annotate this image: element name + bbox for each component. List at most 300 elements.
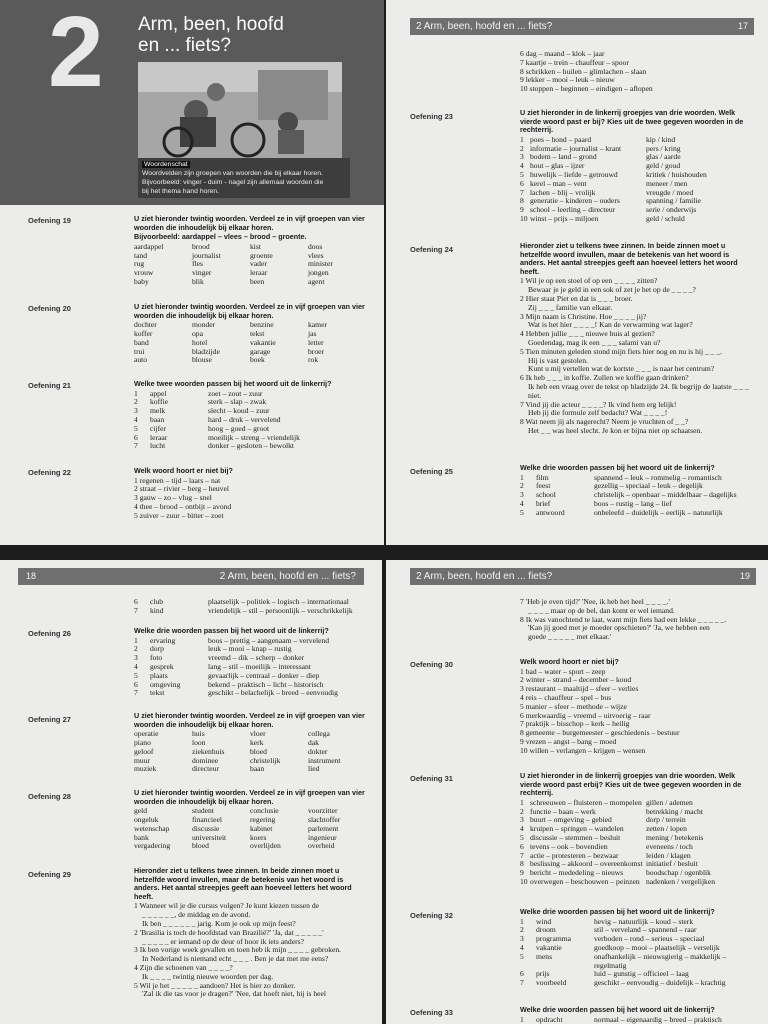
table-cell: gezellig – speciaal – leuk – degelijk bbox=[594, 481, 703, 491]
table-cell: leraar bbox=[150, 432, 168, 442]
list-item: 3 restaurant – maaltijd – sfeer – verlies bbox=[520, 684, 639, 694]
word-cell: operatie bbox=[134, 729, 159, 739]
table-cell: kerel – man – vent bbox=[530, 178, 587, 188]
list-item: _ _ _ _ _ er iemand op de deur of hoor ik iets anders? bbox=[142, 936, 304, 946]
table-row bbox=[520, 215, 752, 224]
table-cell: 3 bbox=[520, 152, 524, 162]
table-cell: lang – stil – moeilijk – interessant bbox=[208, 661, 311, 671]
word-cell: instrument bbox=[308, 755, 341, 765]
table-cell: 3 bbox=[520, 490, 524, 500]
table-cell: nadenken / vergelijken bbox=[646, 876, 716, 886]
table-cell: 5 bbox=[134, 670, 138, 680]
word-table bbox=[520, 799, 752, 887]
exercise-20: U ziet hieronder twintig woorden. Verdeel ze in vijf groepen van vier woorden die inhoudelijk bij elkaar horen. dochter monder benzine kamer koffer opa tekst jas band hotel vakantie letter trui bladzijde garage broer auto blouse boek rok bbox=[134, 302, 365, 365]
exercise-30: Welk woord hoort er niet bij? 1 bad – water – sport – zeep 2 winter – strand – december – koud 3 restaurant – maaltijd – sfeer – verlies 4 reis – chauffeur – spel – bus 5 manier – sfeer – methode – wijze 6 merkwaardig – vreemd – uitvoerig – raar 7 praktijk – bisschop – kerk – heilig 8 gemeente – burgemeester – geschiedenis – bestuur 9 vrezen – angst – bang – moed 10 willen – verlangen – krijgen – wensen bbox=[520, 658, 752, 756]
table-cell: dorp / terrein bbox=[646, 815, 686, 825]
table-cell: cijfer bbox=[150, 423, 167, 433]
list-item: 1 Wil je op een stoel of op een _ _ _ _ zitten? bbox=[520, 276, 658, 286]
exercise-19: U ziet hieronder twintig woorden. Verdeel ze in vijf groepen van vier woorden die inhoudelijk bij elkaar horen. Bijvoorbeeld: aardappel – vlees – brood – groente. aardappel brood kist doos tand journalist groente vlees rug fles vader minister vrouw vinger leraar jongen baby blik been agent bbox=[134, 214, 365, 286]
word-cell: trui bbox=[134, 346, 145, 356]
table-cell: goedkoop – mooi – plaatselijk – verselijk bbox=[594, 942, 720, 952]
table-cell: omgeving bbox=[150, 679, 181, 689]
table-cell: 6 bbox=[520, 969, 524, 979]
list-item: 6 Ik heb _ _ _ in koffie. Zullen we koffie gaan drinken? bbox=[520, 373, 689, 383]
word-cell: dochter bbox=[134, 320, 157, 330]
table-cell: 5 bbox=[520, 507, 524, 517]
list-item: 5 zuiver – zuur – bitter – zoet bbox=[134, 510, 224, 520]
exercise-29-continued bbox=[520, 598, 752, 642]
table-cell: boodschap / ogenblik bbox=[646, 868, 711, 878]
table-cell: verboden – rond – serieus – speciaal bbox=[594, 934, 705, 944]
table-cell: tekst bbox=[150, 688, 165, 698]
word-grid bbox=[134, 243, 366, 287]
table-cell: feest bbox=[536, 481, 551, 491]
word-cell: dokter bbox=[308, 746, 328, 756]
table-cell: 1 bbox=[520, 134, 524, 144]
word-cell: rug bbox=[134, 259, 145, 269]
word-cell: dak bbox=[308, 737, 319, 747]
exercise-label: Oefening 20 bbox=[28, 304, 71, 313]
word-cell: aardappel bbox=[134, 241, 164, 251]
table-cell: bodem – land – grond bbox=[530, 152, 597, 162]
table-cell: 10 bbox=[520, 213, 528, 223]
exercise-label: Oefening 32 bbox=[410, 911, 453, 920]
word-grid bbox=[134, 321, 366, 365]
word-cell: vlees bbox=[308, 250, 324, 260]
word-cell: tekst bbox=[250, 328, 265, 338]
table-cell: antwoord bbox=[536, 507, 565, 517]
page-19 bbox=[386, 560, 768, 1024]
chapter-banner bbox=[0, 0, 384, 205]
word-cell: piano bbox=[134, 737, 151, 747]
table-cell: melk bbox=[150, 406, 166, 416]
table-cell: poes – hond – paard bbox=[530, 134, 592, 144]
exercise-label: Oefening 19 bbox=[28, 216, 71, 225]
list-item: 9 vrezen – angst – bang – moed bbox=[520, 736, 617, 746]
list-item: Hij is vast gestolen. bbox=[528, 355, 588, 365]
table-cell: sterk – slap – zwak bbox=[208, 397, 267, 407]
table-cell: 4 bbox=[520, 498, 524, 508]
word-table bbox=[134, 598, 366, 616]
list-item: 7 praktijk – bisschop – kerk – heilig bbox=[520, 719, 630, 729]
table-cell: overwegen – beschouwen – peinzen bbox=[530, 876, 640, 886]
table-cell: spanning / familie bbox=[646, 196, 701, 206]
list-item: 7 kaartje – trein – chauffeur – spoor bbox=[520, 57, 629, 67]
word-cell: vader bbox=[250, 259, 267, 269]
word-table bbox=[520, 136, 752, 224]
word-cell: leraar bbox=[250, 268, 268, 278]
list-item: 9 lekker – mooi – leuk – nieuw bbox=[520, 75, 615, 85]
table-cell: kip / kind bbox=[646, 134, 676, 144]
table-cell: school bbox=[536, 490, 556, 500]
word-cell: bank bbox=[134, 832, 149, 842]
word-cell: huis bbox=[192, 729, 205, 739]
word-cell: fles bbox=[192, 259, 203, 269]
word-cell: geld bbox=[134, 806, 148, 816]
table-cell: 5 bbox=[520, 951, 524, 961]
table-cell: zetten / lopen bbox=[646, 824, 687, 834]
cyclists-photo-image bbox=[138, 62, 342, 158]
word-cell: student bbox=[192, 806, 214, 816]
list-item: 10 willen – verlangen – krijgen – wensen bbox=[520, 745, 646, 755]
table-cell: 1 bbox=[134, 388, 138, 398]
table-cell: 3 bbox=[520, 934, 524, 944]
table-cell: leiden / klagen bbox=[646, 850, 691, 860]
exercise-33: Welke drie woorden passen bij het woord uit de linkerrij? 1 opdracht normaal – eigenaardig – breed – praktisch bbox=[520, 1006, 752, 1024]
exercise-22: Welk woord hoort er niet bij? 1 regenen – tijd – laars – nat 2 straat – rivier – berg – heuvel 3 gauw – zo – vlug – snel 4 thee – brood – ontbijt – avond 5 zuiver – zuur – bitter – zoet bbox=[134, 467, 366, 521]
table-cell: 5 bbox=[520, 832, 524, 842]
table-cell: serie / onderwijs bbox=[646, 205, 697, 215]
table-cell: vriendelijk – stil – persoonlijk – verschrikkelijk bbox=[208, 605, 353, 615]
list-item: Ik _ _ _ _ twintig nieuwe woorden per dag. bbox=[142, 971, 274, 981]
word-cell: jas bbox=[308, 328, 317, 338]
word-cell: discussie bbox=[192, 823, 220, 833]
word-cell: groente bbox=[250, 250, 273, 260]
table-cell: 1 bbox=[520, 472, 524, 482]
word-cell: koffer bbox=[134, 328, 153, 338]
word-cell: vergadering bbox=[134, 841, 171, 851]
table-cell: 1 bbox=[134, 635, 138, 645]
running-header: 18 2 Arm, been, hoofd en ... fiets? bbox=[18, 568, 364, 585]
item-list bbox=[520, 668, 752, 756]
list-item: 4 reis – chauffeur – spel – bus bbox=[520, 692, 612, 702]
table-cell: 4 bbox=[134, 661, 138, 671]
table-cell: 6 bbox=[134, 432, 138, 442]
table-cell: 2 bbox=[520, 481, 524, 491]
table-cell: droom bbox=[536, 925, 556, 935]
table-cell: 1 bbox=[520, 916, 524, 926]
list-item: 3 gauw – zo – vlug – snel bbox=[134, 493, 212, 503]
word-cell: dominee bbox=[192, 755, 219, 765]
running-header: 2 Arm, been, hoofd en ... fiets? 19 bbox=[410, 568, 756, 585]
table-cell: programma bbox=[536, 934, 572, 944]
table-cell: boos – prettig – aangenaam – vervelend bbox=[208, 635, 330, 645]
exercise-label: Oefening 26 bbox=[28, 629, 71, 638]
word-grid bbox=[134, 807, 366, 851]
table-cell: betrekking / macht bbox=[646, 806, 703, 816]
exercise-label: Oefening 25 bbox=[410, 467, 453, 476]
word-cell: hotel bbox=[192, 337, 208, 347]
list-item: 8 Wat neem jij als nagerecht? Neem je vruchten of _ _? bbox=[520, 417, 689, 427]
table-cell: hoog – goed – groot bbox=[208, 423, 270, 433]
exercise-32: Welke drie woorden passen bij het woord uit de linkerrij? 1 wind hevig – natuurlijk – koud – sterk 2 droom stil – verveland – spannend – raar 3 programma verboden – rond – serieus – speciaal 4 vakantie goedkoop – mooi – plaatselijk – verselijk 5 mens onafhankelijk – nieuwsgierig – makkelijk – regelmatig 6 prijs luid – gunstig – officieel – laag 7 voorbeeld geschikt – eenvoudig – duidelijk – krachtig bbox=[520, 908, 752, 988]
word-cell: opa bbox=[192, 328, 203, 338]
list-item: 5 Tien minuten geleden stond mijn fiets hier nog en nu is hij _ _ _. bbox=[520, 346, 723, 356]
table-cell: leuk – mooi – knap – rustig bbox=[208, 644, 292, 654]
list-item: 10 stoppen – beginnen – eindigen – aflopen bbox=[520, 84, 653, 94]
list-item: Ik heb een vraag over de tekst op bladzijde 24. Ik begrijp de laatste _ _ _ niet. bbox=[528, 381, 749, 400]
table-cell: ervaring bbox=[150, 635, 176, 645]
word-cell: kist bbox=[250, 241, 261, 251]
vocabulary-box-title: Woordenschat bbox=[144, 161, 188, 168]
word-cell: been bbox=[250, 276, 265, 286]
table-cell: hevig – natuurlijk – koud – sterk bbox=[594, 916, 694, 926]
table-cell: 2 bbox=[520, 925, 524, 935]
table-cell: voorbeeld bbox=[536, 978, 567, 988]
word-cell: brood bbox=[192, 241, 210, 251]
word-cell: geloof bbox=[134, 746, 154, 756]
table-cell: school – leerling – directeur bbox=[530, 205, 616, 215]
table-cell: 6 bbox=[520, 178, 524, 188]
table-cell: onafhankelijk – nieuwsgierig – makkelijk – regelmatig bbox=[594, 951, 727, 970]
table-cell: spannend – leuk – rommelig – romantisch bbox=[594, 472, 722, 482]
word-cell: universiteit bbox=[192, 832, 227, 842]
page-17 bbox=[386, 0, 768, 545]
list-item: In Nederland is niemand echt _ _ _ . Ben je dat met me eens? bbox=[142, 954, 329, 964]
word-cell: blik bbox=[192, 276, 204, 286]
list-item: _ _ _ _ maar op de bel, dan komt er wel iemand. bbox=[528, 605, 675, 615]
word-cell: letter bbox=[308, 337, 324, 347]
exercise-label: Oefening 31 bbox=[410, 774, 453, 783]
table-cell: 3 bbox=[134, 653, 138, 663]
word-cell: parlement bbox=[308, 823, 339, 833]
page-16 bbox=[0, 0, 384, 545]
table-cell: 3 bbox=[520, 815, 524, 825]
word-cell: baby bbox=[134, 276, 149, 286]
word-cell: kamer bbox=[308, 320, 327, 330]
word-table bbox=[520, 918, 752, 988]
word-cell: ongeluk bbox=[134, 814, 159, 824]
list-item: 6 dag – maand – klok – jaar bbox=[520, 49, 605, 58]
table-cell: 3 bbox=[134, 406, 138, 416]
table-cell: donker – gesloten – bewolkt bbox=[208, 441, 295, 451]
table-cell: kind bbox=[150, 605, 164, 615]
table-cell: kritiek / huishouden bbox=[646, 169, 707, 179]
list-item: 7 Vind jij die acteur _ _ _ _? Ik vind hem erg lelijk! bbox=[520, 399, 677, 409]
list-item: 4 Zijn die schoenen van _ _ _ _? bbox=[134, 962, 233, 972]
table-cell: vreemd – dik – scherp – donker bbox=[208, 653, 305, 663]
table-cell: hard – druk – vervelend bbox=[208, 414, 281, 424]
word-table bbox=[520, 1016, 752, 1024]
table-cell: geld / goud bbox=[646, 161, 681, 171]
table-cell: plaatselijk – politiek – logisch – internationaal bbox=[208, 597, 349, 606]
table-row bbox=[520, 953, 752, 971]
word-cell: kabinet bbox=[250, 823, 273, 833]
item-list bbox=[520, 277, 752, 435]
page-number: 19 bbox=[739, 571, 750, 581]
table-cell: 9 bbox=[520, 868, 524, 878]
word-cell: tand bbox=[134, 250, 148, 260]
list-item: goede _ _ _ _ _ met elkaar.' bbox=[528, 632, 612, 642]
word-table bbox=[520, 474, 752, 518]
table-cell: 5 bbox=[520, 169, 524, 179]
word-cell: bloed bbox=[192, 841, 209, 851]
list-item: 2 'Brasilia is toch de hoofdstad van Brazilië?' 'Ja, dat _ _ _ _ _' bbox=[134, 927, 324, 937]
chapter-number: 2 bbox=[48, 0, 104, 108]
word-cell: baan bbox=[250, 764, 265, 774]
list-item: Het _ _ was heel slecht. Je kon er bijna niet op schaatsen. bbox=[528, 425, 703, 435]
exercise-label: Oefening 24 bbox=[410, 245, 453, 254]
word-cell: collega bbox=[308, 729, 330, 739]
word-cell: bladzijde bbox=[192, 346, 220, 356]
item-list bbox=[520, 50, 752, 94]
table-cell: plaats bbox=[150, 670, 168, 680]
table-cell: 8 bbox=[520, 196, 524, 206]
list-item: Zij _ _ _ familie van elkaar. bbox=[528, 302, 613, 312]
exercise-27: U ziet hieronder twintig woorden. Verdeel ze in vijf groepen van vier woorden die inhoudelijk bij elkaar horen. operatie huis vloer collega piano loon kerk dak geloof ziekenhuis bloed dokter muur dominee christelijk instrument muziek directeur baan lied bbox=[134, 711, 365, 774]
exercise-label: Oefening 29 bbox=[28, 870, 71, 879]
table-cell: slecht – koud – zuur bbox=[208, 406, 270, 416]
table-row bbox=[520, 509, 752, 518]
page-number: 17 bbox=[737, 21, 748, 31]
word-table bbox=[134, 390, 366, 452]
table-cell: normaal – eigenaardig – breed – praktisch bbox=[594, 1014, 722, 1024]
table-cell: informatie – journalist – krant bbox=[530, 143, 622, 153]
table-cell: beslissing – akkoord – overeenkomst bbox=[530, 859, 643, 869]
word-cell: directeur bbox=[192, 764, 219, 774]
table-cell: luid – gunstig – officieel – laag bbox=[594, 969, 689, 979]
table-cell: moeilijk – streng – vriendelijk bbox=[208, 432, 300, 442]
table-cell: brief bbox=[536, 498, 551, 508]
table-cell: schreeuwen – fluisteren – mompelen bbox=[530, 797, 642, 807]
table-cell: lachen – blij – vrolijk bbox=[530, 187, 596, 197]
table-cell: pers / kring bbox=[646, 143, 681, 153]
table-cell: 2 bbox=[520, 806, 524, 816]
table-cell: 4 bbox=[520, 824, 524, 834]
table-cell: christelijk – openbaar – middelbaar – dagelijks bbox=[594, 490, 737, 500]
table-cell: 1 bbox=[520, 1014, 524, 1024]
word-table bbox=[134, 637, 366, 699]
word-cell: journalist bbox=[192, 250, 221, 260]
word-cell: christelijk bbox=[250, 755, 281, 765]
table-cell: tevens – ook – bovendien bbox=[530, 841, 608, 851]
list-item: 5 Wil je het _ _ _ _ _ aandoen? Het is hier zo donker. bbox=[134, 980, 296, 990]
exercise-23: U ziet hieronder in de linkerrij groepjes van drie woorden. Welk vierde woord past er bij? Kies uit de twee gegeven woorden in de rechterrij. 1 poes – hond – paard kip / kind 2 informatie – journalist – krant pers / kring 3 bodem – land – grond glas / aarde 4 hout – glas – ijzer geld / goud 5 huwelijk – liefde – getrouwd kritiek / huishouden 6 kerel – man – vent meneer / men 7 lachen – blij – vrolijk vreugde / moed 8 generatie – kinderen – ouders spanning / familie 9 school – leerling – directeur serie / onderwijs 10 winst – prijs – miljoen geld / schuld bbox=[520, 109, 752, 224]
table-cell: 5 bbox=[134, 423, 138, 433]
word-cell: vloer bbox=[250, 729, 266, 739]
table-cell: huwelijk – liefde – getrouwd bbox=[530, 169, 618, 179]
table-cell: 1 bbox=[520, 797, 524, 807]
table-cell: onbeleefd – duidelijk – eerlijk – natuurlijk bbox=[594, 507, 723, 517]
exercise-label: Oefening 33 bbox=[410, 1008, 453, 1017]
word-cell: vrouw bbox=[134, 268, 154, 278]
word-cell: loon bbox=[192, 737, 206, 747]
word-cell: koers bbox=[250, 832, 267, 842]
table-cell: 10 bbox=[520, 876, 528, 886]
table-cell: lucht bbox=[150, 441, 166, 451]
word-cell: monder bbox=[192, 320, 216, 330]
table-cell: hout – glas – ijzer bbox=[530, 161, 585, 171]
table-cell: 2 bbox=[134, 397, 138, 407]
list-item: 3 Mijn naam is Christine. Hoe _ _ _ _ jij? bbox=[520, 311, 647, 321]
table-row bbox=[134, 442, 366, 451]
table-cell: bericht – mededeling – nieuws bbox=[530, 868, 624, 878]
exercise-21: Welke twee woorden passen bij het woord uit de linkerrij? 1 appel zoet – zout – zuur 2 koffie sterk – slap – zwak 3 melk slecht – koud – zuur 4 baan hard – druk – vervelend 5 cijfer hoog – goed – groot 6 leraar moeilijk – streng – vriendelijk 7 lucht donker – gesloten – bewolkt bbox=[134, 380, 366, 451]
word-cell: vinger bbox=[192, 268, 212, 278]
table-row bbox=[520, 1016, 752, 1024]
list-item: 8 schrikken – huilen – glimlachen – slaan bbox=[520, 66, 647, 76]
exercise-label: Oefening 23 bbox=[410, 112, 453, 121]
table-cell: 2 bbox=[520, 143, 524, 153]
exercise-label: Oefening 27 bbox=[28, 715, 71, 724]
word-cell: boek bbox=[250, 355, 265, 365]
exercise-24: Hieronder ziet u telkens twee zinnen. In beide zinnen moet u hetzelfde woord invullen, maar de betekenis van het woord is anders. Het aantal streepjes geeft aan hoeveel letters het woord heeft. 1 Wil je op een stoel of op een _ _ _ _ zitten? Bewaar je je geld in een sok of zet je het op de _ _ _ _? 2 Hier staat Piet en dat is _ _ _ broer. Zij _ _ _ familie van elkaar. 3 Mijn naam is Christine. Hoe _ _ _ _ jij? Wat is het hier _ _ _ _! Kan de verwarming wat lager? 4 Hebben jullie _ _ _ nieuwe huis al gezien? Goedendag, mag ik een _ _ _ salami van u? 5 Tien minuten geleden stond mijn fiets hier nog en nu is hij _ _ _. Hij is vast gestolen. Kunt u mij vertellen wat de kortste _ _ _ is naar het centrum? 6 Ik heb _ _ _ in koffie. Zullen we koffie gaan drinken? Ik heb een vraag over de tekst op bladzijde 24. Ik begrijp de laatste _ _ _ niet. 7 Vind jij die acteur _ _ _ _? Ik vind hem erg lelijk! Heb jij die formule zelf bedacht? Wat _ _ _ _! 8 Wat neem jij als nagerecht? Neem je vruchten of _ _? Het _ _ was heel slecht. Je kon er bijna niet op schaatsen. bbox=[520, 242, 752, 436]
table-cell: club bbox=[150, 597, 164, 606]
list-item: 1 bad – water – sport – zeep bbox=[520, 666, 606, 676]
list-item: Bewaar je je geld in een sok of zet je het op de _ _ _ _? bbox=[528, 285, 696, 295]
list-item: 2 straat – rivier – berg – heuvel bbox=[134, 484, 229, 494]
word-cell: rok bbox=[308, 355, 319, 365]
chapter-photo bbox=[138, 62, 342, 158]
item-list bbox=[134, 477, 366, 521]
word-cell: blouse bbox=[192, 355, 212, 365]
vocabulary-box: Woordenschat Woordvelden zijn groepen van woorden die bij elkaar horen. Bijvoorbeeld: vinger - duim - nagel zijn allemaal woorden die bij het thema hand horen. bbox=[138, 158, 350, 198]
table-cell: 9 bbox=[520, 205, 524, 215]
word-cell: band bbox=[134, 337, 149, 347]
table-cell: 7 bbox=[520, 978, 524, 988]
table-cell: stil – verveland – spannend – raar bbox=[594, 925, 697, 935]
table-cell: opdracht bbox=[536, 1014, 563, 1024]
table-row bbox=[134, 607, 366, 616]
list-item: Heb jij die formule zelf bedacht? Wat _ _ _ _! bbox=[528, 408, 668, 418]
list-item: 8 gemeente – burgemeester – geschiedenis – bestuur bbox=[520, 728, 680, 738]
word-cell: ingenieur bbox=[308, 832, 337, 842]
word-cell: doos bbox=[308, 241, 323, 251]
word-cell: jongen bbox=[308, 268, 329, 278]
exercise-25-continued bbox=[134, 598, 366, 616]
exercise-29: Hieronder ziet u telkens twee zinnen. In beide zinnen moet u hetzelfde woord invullen, maar de betekenis van het woord is anders. Het aantal streepjes geeft aan hoeveel letters het woord heeft. 1 Wanneer wil je die cursus volgen? Je kunt kiezen tussen de _ _ _ _ _ _, de middag en de avond. Ik ben _ _ _ _ _ _ jarig. Kom je ook op mijn feest? 2 'Brasilia is toch de hoofdstad van Brazilië?' 'Ja, dat _ _ _ _ _' _ _ _ _ _ er iemand op de deur of hoor ik iets anders? 3 Ik ben vorige week gevallen en toen heb ik mijn _ _ _ _ gebroken. In Nederland is niemand echt _ _ _ . Ben je dat met me eens? 4 Zijn die schoenen van _ _ _ _? Ik _ _ _ _ twintig nieuwe woorden per dag. 5 Wil je het _ _ _ _ _ aandoen? Het is hier zo donker. 'Zal ik die tas voor je dragen?' 'Nee, dat hoeft niet, hij is heel bbox=[134, 867, 366, 999]
table-cell: 6 bbox=[134, 597, 138, 606]
table-cell: gillen / ademen bbox=[646, 797, 693, 807]
table-cell: discussie – stemmen – besluit bbox=[530, 832, 621, 842]
word-cell: vakantie bbox=[250, 337, 276, 347]
page-18 bbox=[0, 560, 382, 1024]
list-item: Goedendag, mag ik een _ _ _ salami van u? bbox=[528, 337, 661, 347]
word-cell: overlijden bbox=[250, 841, 281, 851]
exercise-label: Oefening 21 bbox=[28, 381, 71, 390]
exercise-25: Welke drie woorden passen bij het woord uit de linkerrij? 1 film spannend – leuk – rommelig – romantisch 2 feest gezellig – speciaal – leuk – degelijk 3 school christelijk – openbaar – middelbaar – dagelijks 4 brief boos – rustig – lang – lief 5 antwoord onbeleefd – duidelijk – eerlijk – natuurlijk bbox=[520, 464, 752, 518]
exercise-31: U ziet hieronder in de linkerrij groepjes van drie woorden. Welk vierde woord past erbij? Kies uit de twee gegeven woorden in de rechterrij. 1 schreeuwen – fluisteren – mompelen gillen / ademen 2 functie – baan – werk betrekking / macht 3 buurt – omgeving – gebied dorp / terrein 4 kruipen – springen – wandelen zetten / lopen 5 discussie – stemmen – besluit mening / betekenis 6 tevens – ook – bovendien eveneens / toch 7 actie – protesteren – bezwaar leiden / klagen 8 beslissing – akkoord – overeenkomst initiatief / besluit 9 bericht – mededeling – nieuws boodschap / ogenblik 10 overwegen – beschouwen – peinzen nadenken / vergelijken bbox=[520, 772, 752, 887]
chapter-title: Arm, been, hoofd en ... fiets? bbox=[138, 14, 284, 56]
word-cell: lied bbox=[308, 764, 320, 774]
list-item: 'Zal ik die tas voor je dragen?' 'Nee, dat hoeft niet, hij is heel bbox=[142, 989, 326, 999]
table-cell: functie – baan – werk bbox=[530, 806, 596, 816]
word-cell: voorzitter bbox=[308, 806, 338, 816]
word-cell: broer bbox=[308, 346, 325, 356]
word-cell: benzine bbox=[250, 320, 274, 330]
table-cell: dorp bbox=[150, 644, 164, 654]
list-item: 'Kan jij goed met je moeder opschieten?' 'Ja, we hebben een bbox=[528, 623, 710, 633]
word-cell: bloed bbox=[250, 746, 267, 756]
exercise-label: Oefening 30 bbox=[410, 660, 453, 669]
word-cell: agent bbox=[308, 276, 325, 286]
table-cell: 6 bbox=[134, 679, 138, 689]
exercise-28: U ziet hieronder twintig woorden. Verdeel ze in vijf groepen van vier woorden die inhoudelijk bij elkaar horen. geld student conclusie voorzitter ongeluk financieel regering slachtoffer wetenschap discussie kabinet parlement bank universiteit koers ingenieur vergadering bloed overlijden overheid bbox=[134, 788, 365, 851]
table-cell: geschikt – eenvoudig – duidelijk – krachtig bbox=[594, 978, 726, 988]
table-row bbox=[134, 689, 366, 698]
list-item: 6 merkwaardig – vreemd – uitvoerig – raar bbox=[520, 710, 651, 720]
page-number: 18 bbox=[26, 571, 37, 581]
table-cell: 4 bbox=[520, 942, 524, 952]
table-cell: 7 bbox=[134, 605, 138, 615]
table-cell: koffie bbox=[150, 397, 168, 407]
table-cell: winst – prijs – miljoen bbox=[530, 213, 599, 223]
word-cell: overheid bbox=[308, 841, 335, 851]
list-item: 1 Wanneer wil je die cursus volgen? Je kunt kiezen tussen de bbox=[134, 901, 320, 911]
list-item: 8 Ik was vanochtend te laat, want mijn fiets had een lekke _ _ _ _ _. bbox=[520, 614, 727, 624]
table-cell: vakantie bbox=[536, 942, 562, 952]
exercise-22-continued bbox=[520, 50, 752, 94]
word-cell: muziek bbox=[134, 764, 157, 774]
table-cell: boos – rustig – lang – lief bbox=[594, 498, 672, 508]
list-item: 5 manier – sfeer – methode – wijze bbox=[520, 701, 627, 711]
table-cell: appel bbox=[150, 388, 167, 398]
word-cell: slachtoffer bbox=[308, 814, 341, 824]
table-cell: mening / betekenis bbox=[646, 832, 704, 842]
word-cell: wetenschap bbox=[134, 823, 170, 833]
word-cell: minister bbox=[308, 259, 333, 269]
exercise-26: Welke drie woorden passen bij het woord uit de linkerrij? 1 ervaring boos – prettig – aangenaam – vervelend 2 dorp leuk – mooi – knap – rustig 3 foto vreemd – dik – scherp – donker 4 gesprek lang – stil – moeilijk – interessant 5 plaats gevaarlijk – centraal – donker – diep 6 omgeving bekend – praktisch – licht – historisch 7 tekst geschikt – belachelijk – breed – eenvoudig bbox=[134, 627, 366, 698]
